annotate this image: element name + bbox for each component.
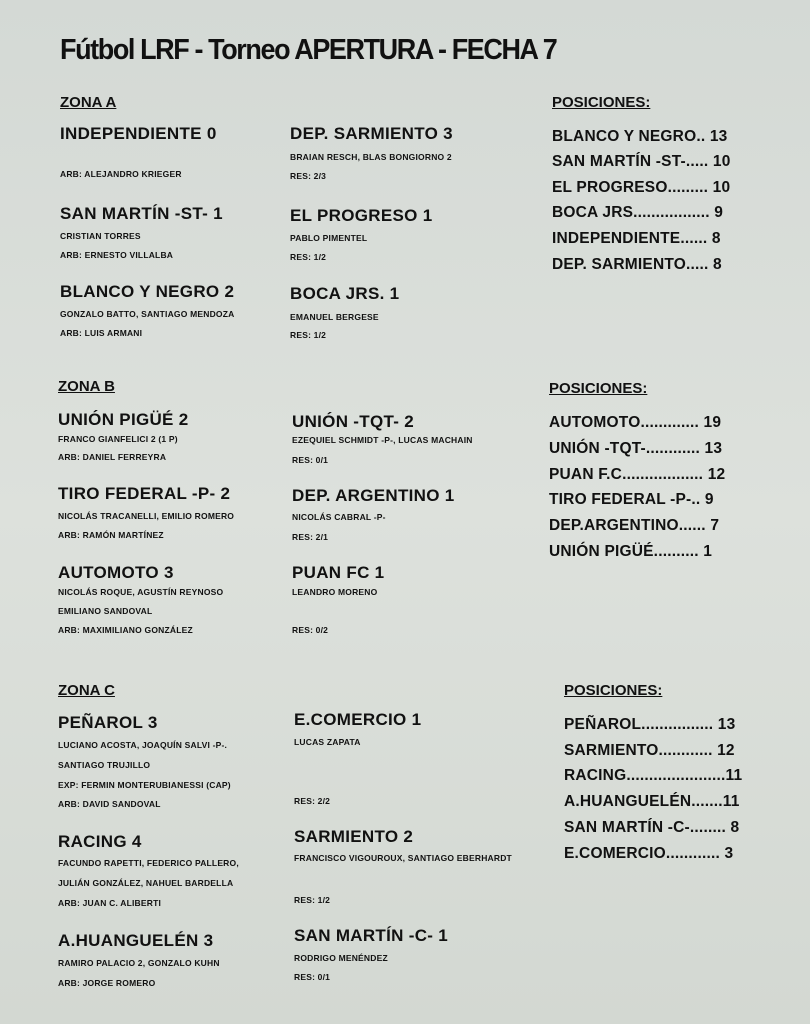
- zone-a-match-2-home-scorers: CRISTIAN TORRES: [60, 231, 141, 241]
- zone-a-match-2-away-scorers: PABLO PIMENTEL: [290, 233, 368, 243]
- zone-a-match-3-away-scorers: EMANUEL BERGESE: [290, 312, 379, 322]
- zone-a-match-3-reserve: RES: 1/2: [290, 330, 327, 340]
- zone-c-match-2-home-scorers-2: JULIÁN GONZÁLEZ, NAHUEL BARDELLA: [58, 878, 234, 888]
- zone-b-match-1-home: UNIÓN PIGÜÉ 2: [58, 410, 189, 429]
- zone-b-match-2-away-scorers: NICOLÁS CABRAL -P-: [292, 512, 386, 522]
- zone-a-label: ZONA A: [60, 94, 117, 111]
- zone-c-standing-2: SARMIENTO............ 12: [564, 742, 735, 759]
- zone-a-positions-label: POSICIONES:: [552, 94, 651, 111]
- zone-b-match-1-home-scorers: FRANCO GIANFELICI 2 (1 P): [58, 434, 178, 444]
- zone-b-match-3-home-scorers: NICOLÁS ROQUE, AGUSTÍN REYNOSO: [58, 587, 224, 597]
- zone-a-standing-1: BLANCO Y NEGRO.. 13: [552, 128, 728, 145]
- zone-b-label: ZONA B: [58, 378, 115, 395]
- zone-a-standing-6: DEP. SARMIENTO..... 8: [552, 256, 722, 273]
- zone-b-match-2-home-scorers: NICOLÁS TRACANELLI, EMILIO ROMERO: [58, 511, 235, 521]
- zone-c-match-1-reserve: RES: 2/2: [294, 796, 331, 806]
- zone-b-match-1-away: UNIÓN -TQT- 2: [292, 412, 414, 431]
- zone-c-match-3-referee: ARB: JORGE ROMERO: [58, 978, 156, 988]
- zone-b-standing-6: UNIÓN PIGÜÉ.......... 1: [549, 543, 713, 560]
- zone-c-match-1-home-scorers: LUCIANO ACOSTA, JOAQUÍN SALVI -P-.: [58, 740, 228, 750]
- zone-a-standing-4: BOCA JRS................. 9: [552, 204, 724, 221]
- zone-c-label: ZONA C: [58, 682, 115, 699]
- zone-a-standing-3: EL PROGRESO......... 10: [552, 179, 731, 196]
- zone-b-match-2-reserve: RES: 2/1: [292, 532, 329, 542]
- zone-b-match-3-away: PUAN FC 1: [292, 563, 385, 582]
- zone-c-match-3-home: A.HUANGUELÉN 3: [58, 931, 214, 950]
- zone-a-match-3-away: BOCA JRS. 1: [290, 284, 400, 303]
- zone-c-match-1-home: PEÑAROL 3: [58, 713, 158, 732]
- zone-c-standing-3: RACING......................11: [564, 767, 743, 784]
- zone-a-match-3-referee: ARB: LUIS ARMANI: [60, 328, 143, 338]
- zone-a-match-3-home: BLANCO Y NEGRO 2: [60, 282, 235, 301]
- zone-c-match-2-home: RACING 4: [58, 832, 142, 851]
- zone-b-match-3-referee: ARB: MAXIMILIANO GONZÁLEZ: [58, 625, 193, 635]
- page-title: Fútbol LRF - Torneo APERTURA - FECHA 7: [60, 34, 557, 66]
- zone-b-standing-1: AUTOMOTO............. 19: [549, 414, 722, 431]
- zone-b-match-1-away-scorers: EZEQUIEL SCHMIDT -P-, LUCAS MACHAIN: [292, 435, 473, 445]
- zone-a-match-2-referee: ARB: ERNESTO VILLALBA: [60, 250, 174, 260]
- zone-b-standing-3: PUAN F.C.................. 12: [549, 466, 726, 483]
- zone-c-match-3-away: SAN MARTÍN -C- 1: [294, 926, 449, 945]
- zone-a-match-2-home: SAN MARTÍN -ST- 1: [60, 204, 223, 223]
- zone-a-standing-5: INDEPENDIENTE...... 8: [552, 230, 721, 247]
- zone-c-match-3-home-scorers: RAMIRO PALACIO 2, GONZALO KUHN: [58, 958, 220, 968]
- zone-b-match-3-home: AUTOMOTO 3: [58, 563, 174, 582]
- zone-c-match-2-reserve: RES: 1/2: [294, 895, 331, 905]
- zone-a-standing-2: SAN MARTÍN -ST-..... 10: [552, 153, 731, 170]
- zone-b-match-2-referee: ARB: RAMÓN MARTÍNEZ: [58, 530, 164, 540]
- zone-a-match-3-home-scorers: GONZALO BATTO, SANTIAGO MENDOZA: [60, 309, 235, 319]
- zone-c-match-1-referee: ARB: DAVID SANDOVAL: [58, 799, 161, 809]
- zone-b-match-3-away-scorers: LEANDRO MORENO: [292, 587, 378, 597]
- zone-c-match-1-away: E.COMERCIO 1: [294, 710, 422, 729]
- zone-b-match-3-home-scorers-2: EMILIANO SANDOVAL: [58, 606, 153, 616]
- zone-c-match-2-referee: ARB: JUAN C. ALIBERTI: [58, 898, 162, 908]
- zone-c-match-2-home-scorers: FACUNDO RAPETTI, FEDERICO PALLERO,: [58, 858, 239, 868]
- zone-b-match-3-reserve: RES: 0/2: [292, 625, 329, 635]
- zone-c-match-1-home-scorers-2: SANTIAGO TRUJILLO: [58, 760, 151, 770]
- zone-b-standing-5: DEP.ARGENTINO...... 7: [549, 517, 720, 534]
- zone-b-positions-label: POSICIONES:: [549, 380, 648, 397]
- zone-a-match-1-away: DEP. SARMIENTO 3: [290, 124, 453, 143]
- zone-b-match-2-home: TIRO FEDERAL -P- 2: [58, 484, 231, 503]
- zone-b-match-2-away: DEP. ARGENTINO 1: [292, 486, 455, 505]
- zone-a-match-2-reserve: RES: 1/2: [290, 252, 327, 262]
- zone-b-standing-4: TIRO FEDERAL -P-.. 9: [549, 491, 714, 508]
- zone-b-match-1-referee: ARB: DANIEL FERREYRA: [58, 452, 167, 462]
- zone-c-match-2-away-scorers: FRANCISCO VIGOUROUX, SANTIAGO EBERHARDT: [294, 853, 512, 863]
- zone-a-match-1-reserve: RES: 2/3: [290, 171, 327, 181]
- zone-a-match-1-home: INDEPENDIENTE 0: [60, 124, 217, 143]
- zone-c-standing-5: SAN MARTÍN -C-........ 8: [564, 819, 740, 836]
- zone-a-match-2-away: EL PROGRESO 1: [290, 206, 433, 225]
- zone-c-match-3-reserve: RES: 0/1: [294, 972, 331, 982]
- zone-c-match-1-expulsion: EXP: FERMIN MONTERUBIANESSI (CAP): [58, 780, 231, 790]
- zone-a-match-1-referee: ARB: ALEJANDRO KRIEGER: [60, 169, 182, 179]
- zone-a-match-1-away-scorers: BRAIAN RESCH, BLAS BONGIORNO 2: [290, 152, 452, 162]
- zone-c-positions-label: POSICIONES:: [564, 682, 663, 699]
- zone-c-match-2-away: SARMIENTO 2: [294, 827, 414, 846]
- zone-b-match-1-reserve: RES: 0/1: [292, 455, 329, 465]
- zone-c-standing-1: PEÑAROL................ 13: [564, 716, 736, 733]
- zone-c-standing-6: E.COMERCIO............ 3: [564, 845, 734, 862]
- zone-b-standing-2: UNIÓN -TQT-............ 13: [549, 440, 723, 457]
- zone-c-match-3-away-scorers: RODRIGO MENÉNDEZ: [294, 953, 388, 963]
- zone-c-standing-4: A.HUANGUELÉN.......11: [564, 793, 740, 810]
- zone-c-match-1-away-scorers: LUCAS ZAPATA: [294, 737, 361, 747]
